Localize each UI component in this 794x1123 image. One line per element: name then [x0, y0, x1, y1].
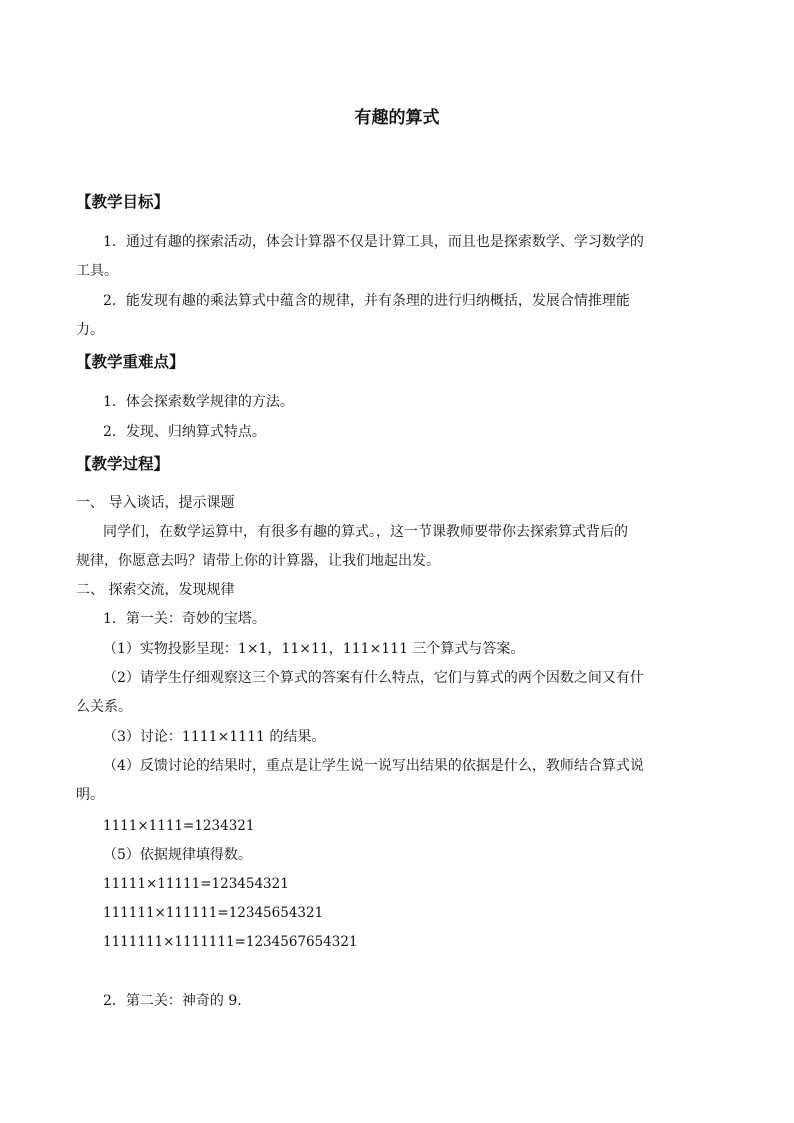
equation-2: 11111×11111=123454321	[103, 876, 289, 892]
step-1-item-2-line-2: 么关系。	[76, 699, 132, 715]
equation-1: 1111×1111=1234321	[103, 818, 255, 834]
step-1-item-5: （5）依据规律填得数。	[103, 847, 252, 863]
page-title: 有趣的算式	[354, 108, 440, 128]
process-part-1-title: 一、 导入谈话，提示课题	[76, 495, 235, 511]
heading-key-points: 【教学重难点】	[76, 352, 185, 371]
goal-2-line-2: 力。	[76, 322, 104, 338]
heading-teaching-goals: 【教学目标】	[76, 192, 170, 211]
process-part-1-body-line-1: 同学们，在数学运算中，有很多有趣的算式。，这一节课教师要带你去探索算式背后的	[103, 524, 628, 540]
key-point-1: 1．体会探索数学规律的方法。	[103, 394, 294, 410]
step-1-title: 1．第一关：奇妙的宝塔。	[103, 611, 266, 627]
step-1-item-4-line-2: 明。	[76, 787, 104, 803]
step-2-title: 2．第二关：神奇的 9．	[103, 993, 252, 1009]
heading-teaching-process: 【教学过程】	[76, 454, 170, 473]
equation-4: 1111111×1111111=1234567654321	[103, 934, 358, 950]
goal-2-line-1: 2．能发现有趣的乘法算式中蕴含的规律，并有条理的进行归纳概括，发展合情推理能	[103, 293, 630, 309]
goal-1-line-2: 工具。	[76, 263, 118, 279]
step-1-item-1: （1）实物投影呈现：1×1，11×11，111×111 三个算式与答案。	[103, 641, 525, 657]
step-1-item-2-line-1: （2）请学生仔细观察这三个算式的答案有什么特点，它们与算式的两个因数之间又有什	[103, 670, 644, 686]
goal-1-line-1: 1．通过有趣的探索活动，体会计算器不仅是计算工具，而且也是探索数学、学习数学的	[103, 234, 644, 250]
key-point-2: 2．发现、归纳算式特点。	[103, 424, 266, 440]
process-part-1-body-line-2: 规律，你愿意去吗？请带上你的计算器，让我们地起出发。	[76, 553, 440, 569]
process-part-2-title: 二、 探索交流，发现规律	[76, 582, 235, 598]
step-1-item-3: （3）讨论：1111×1111 的结果。	[103, 729, 326, 745]
step-1-item-4-line-1: （4）反馈讨论的结果时，重点是让学生说一说写出结果的依据是什么，教师结合算式说	[103, 758, 644, 774]
equation-3: 111111×111111=12345654321	[103, 905, 324, 921]
